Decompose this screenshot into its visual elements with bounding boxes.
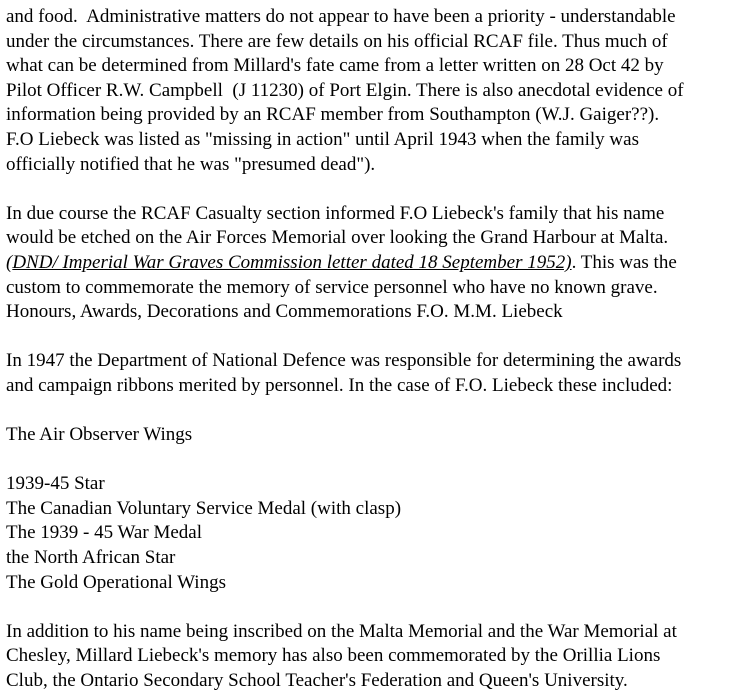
paragraph-commemorations <box>6 620 744 694</box>
award-item: The Gold Operational Wings <box>6 571 226 593</box>
paragraph-rcaf-file <box>6 5 744 177</box>
text-line: what can be determined from Millard's fate came from a letter written on 28 Oct 42 by <box>6 55 664 77</box>
text-line: F.O Liebeck was listed as "missing in action" until April 1943 when the family was <box>6 128 639 150</box>
text-line-citation <box>6 251 744 276</box>
text-line: Honours, Awards, Decorations and Commemorations F.O. M.M. Liebeck <box>6 301 563 323</box>
air-observer-wings-line <box>6 423 744 448</box>
text-line: In due course the RCAF Casualty section informed F.O Liebeck's family that his name <box>6 202 665 224</box>
text-line: officially notified that he was "presumed dead"). <box>6 153 376 175</box>
paragraph-awards-intro <box>6 349 744 398</box>
text-line: Pilot Officer R.W. Campbell (J 11230) of Port Elgin. There is also anecdotal evidence of <box>6 79 684 101</box>
awards-list <box>6 472 744 595</box>
text-line: In addition to his name being inscribed on the Malta Memorial and the War Memorial at <box>6 620 677 642</box>
text-line: Chesley, Millard Liebeck's memory has also been commemorated by the Orillia Lions <box>6 645 661 667</box>
citation-suffix-text: . This was the <box>571 251 677 273</box>
citation-open-paren: ( <box>6 251 13 273</box>
text-line: The Air Observer Wings <box>6 424 193 446</box>
text-line: and campaign ribbons merited by personnel. In the case of F.O. Liebeck these included: <box>6 374 673 396</box>
paragraph-memorial <box>6 202 744 325</box>
text-line: under the circumstances. There are few details on his official RCAF file. Thus much of <box>6 30 668 52</box>
text-line: Club, the Ontario Secondary School Teacher's Federation and Queen's University. <box>6 670 628 692</box>
award-item: 1939-45 Star <box>6 473 105 495</box>
text-line: would be etched on the Air Forces Memorial over looking the Grand Harbour at Malta. <box>6 227 669 249</box>
award-item: The Canadian Voluntary Service Medal (with clasp) <box>6 497 402 519</box>
text-line: custom to commemorate the memory of service personnel who have no known grave. <box>6 276 658 298</box>
text-line: information being provided by an RCAF member from Southampton (W.J. Gaiger??). <box>6 104 660 126</box>
award-item: The 1939 - 45 War Medal <box>6 522 202 544</box>
award-item: the North African Star <box>6 547 176 569</box>
text-line: and food. Administrative matters do not appear to have been a priority - understandable <box>6 6 676 27</box>
citation-reference: DND/ Imperial War Graves Commission letter dated 18 September 1952) <box>12 251 572 273</box>
text-line: In 1947 the Department of National Defence was responsible for determining the awards <box>6 350 682 372</box>
